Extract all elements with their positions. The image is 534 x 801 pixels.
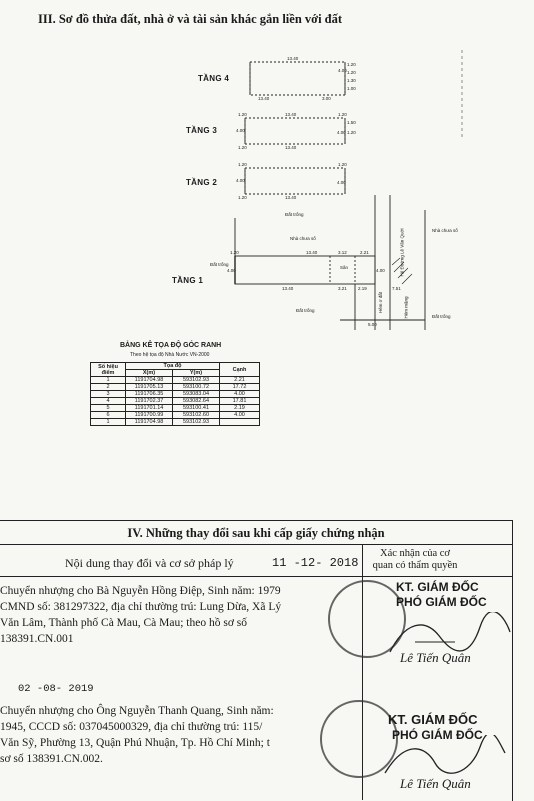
- floor4-right-dim-4: 1.00: [347, 86, 356, 91]
- floor4-right-dim-1: 1.20: [347, 62, 356, 67]
- floor3-bottom-dim: 13.40: [285, 145, 297, 150]
- floor2-left-top-dim: 1.20: [238, 162, 247, 167]
- section-4-title: IV. Những thay đổi sau khi cấp giấy chứng nhận: [127, 526, 385, 540]
- cell-y: 593102.60: [173, 412, 220, 419]
- table-row: [91, 377, 260, 384]
- floor4-inner-dim: 4.00: [338, 68, 347, 73]
- col-header-x: X(m): [126, 370, 173, 377]
- sign-1-title-2: PHÓ GIÁM ĐỐC: [396, 595, 487, 609]
- entry-1-line-3: Văn Lâm, Thành phố Cà Mau, Cà Mau; theo hồ sơ số: [0, 617, 248, 629]
- entry-2-line-4: sơ số 138391.CN.002.: [0, 753, 103, 765]
- table-row: [91, 384, 260, 391]
- floor3-top-dim: 13.40: [285, 112, 297, 117]
- floor3-left-top-dim: 1.20: [238, 112, 247, 117]
- mid-dim: 5.00: [368, 322, 377, 327]
- entry-2-date: 02 -08- 2019: [18, 683, 94, 695]
- label-san: Sân: [340, 265, 349, 270]
- cell-x: 1191705.13: [126, 384, 173, 391]
- table-row: [91, 412, 260, 419]
- floor2-bottom-dim: 13.40: [285, 195, 297, 200]
- col-header-confirmation: Xác nhận của cơ quan có thẩm quyền: [372, 548, 458, 571]
- cell-y: 593102.93: [173, 377, 220, 384]
- entry-2-line-3: Văn Sỹ, Phường 13, Quận Phú Nhuận, Tp. Hồ Chí Minh; t: [0, 737, 270, 749]
- cell-edge: 17.72: [220, 384, 260, 391]
- floor2-inner-dim: 4.00: [337, 180, 346, 185]
- floor1-left-top-dim: 1.20: [230, 250, 239, 255]
- label-duong: Hẻ Đường Lê Văn Quới: [399, 228, 405, 277]
- floor1-left-dim: 4.00: [227, 268, 236, 273]
- col-header-point: Số hiệu điểm: [91, 363, 126, 377]
- floor1-bottom-dim: 13.40: [282, 286, 294, 291]
- label-dat-trong-3: Đất trống: [296, 308, 315, 313]
- cell-x: 1191700.99: [126, 412, 173, 419]
- floor-1-label: TẦNG 1: [172, 276, 204, 285]
- sign-1-name: Lê Tiến Quân: [400, 650, 471, 665]
- coord-table-title: BẢNG KÊ TỌA ĐỘ GÓC RANH: [120, 342, 222, 349]
- floor2-left-bottom-dim: 1.20: [238, 195, 247, 200]
- table-row: [91, 405, 260, 412]
- floor1-top-dim-3: 2.21: [360, 250, 369, 255]
- floor-4-label: TẦNG 4: [198, 74, 230, 83]
- cell-edge: 17.81: [220, 398, 260, 405]
- signature-2-icon: [380, 735, 510, 780]
- coord-table-subtitle: Theo hệ tọa độ Nhà Nước VN-2000: [130, 352, 210, 358]
- sign-2-title-2: PHÓ GIÁM ĐỐC: [392, 728, 483, 742]
- floor2-left-dim: 4.00: [236, 178, 245, 183]
- table-row: [91, 391, 260, 398]
- floor3-left-dim: 4.00: [236, 128, 245, 133]
- sign-1-title-1: KT. GIÁM ĐỐC: [396, 580, 479, 594]
- floor4-right-dim-3: 1.30: [347, 78, 356, 83]
- cell-edge: 2.19: [220, 405, 260, 412]
- floor3-right-dim-2: 1.20: [347, 130, 356, 135]
- floor-plan-diagram: [0, 0, 534, 340]
- cell-x: 1191704.98: [126, 377, 173, 384]
- floor1-bottom-dim-3: 2.19: [358, 286, 367, 291]
- label-hem-dat: Hẻm ơ đất: [378, 291, 384, 314]
- divider: [0, 544, 512, 545]
- cell-x: 1191704.98: [126, 419, 173, 426]
- cell-id: 6: [91, 412, 126, 419]
- sign-2-name: Lê Tiến Quân: [400, 776, 471, 791]
- label-hem-mang: Hẻm mặng: [403, 296, 409, 319]
- cell-y: 593102.93: [173, 419, 220, 426]
- entry-1-line-4: 138391.CN.001: [0, 633, 74, 645]
- floor4-top-dim: 13.40: [287, 56, 299, 61]
- cell-id: 3: [91, 391, 126, 398]
- sign-2-title-1: KT. GIÁM ĐỐC: [388, 712, 478, 727]
- floor4-bottom-dim: 13.40: [258, 96, 270, 101]
- cell-id: 2: [91, 384, 126, 391]
- floor-2-label: TẦNG 2: [186, 178, 218, 187]
- floor3-right-dim-1: 1.50: [347, 120, 356, 125]
- header-date: 11 -12- 2018: [272, 556, 359, 570]
- floor3-left-bottom-dim: 1.20: [238, 145, 247, 150]
- cell-id: 1: [91, 377, 126, 384]
- cell-edge: 4.00: [220, 412, 260, 419]
- col-header-edge: Cạnh: [220, 363, 260, 377]
- floor4-right-dim-2: 1.20: [347, 70, 356, 75]
- entry-2-line-1: Chuyển nhượng cho Ông Nguyễn Thanh Quang, Sinh năm:: [0, 705, 274, 717]
- floor2-top-right-dim: 1.20: [338, 162, 347, 167]
- floor1-top-dim-2: 3.12: [338, 250, 347, 255]
- cell-id: 4: [91, 398, 126, 405]
- entry-2-line-2: 1945, CCCD số: 037045000329, địa chỉ thường trú: 115/: [0, 721, 263, 733]
- label-dat-trong-4: Đất trống: [432, 314, 451, 319]
- entry-1-line-2: CMND số: 381297322, địa chỉ thường trú: Lung Dừa, Xã Lý: [0, 601, 282, 613]
- label-dat-trong-2: Đất trống: [210, 262, 229, 267]
- col-header-content: Nội dung thay đổi và cơ sở pháp lý: [65, 556, 234, 570]
- col-header-y: Y(m): [173, 370, 220, 377]
- floor-3-label: TẦNG 3: [186, 126, 218, 135]
- cell-edge: 4.00: [220, 391, 260, 398]
- section-3-title: III. Sơ đồ thửa đất, nhà ở và tài sản khác gắn liền với đất: [38, 12, 343, 26]
- cell-edge: 2.21: [220, 377, 260, 384]
- floor3-top-right-dim: 1.20: [338, 112, 347, 117]
- label-nha-chua-so-1: Nhà chưa số: [290, 236, 316, 241]
- floor4-bottom-right-dim: 3.00: [322, 96, 331, 101]
- table-row: [91, 419, 260, 426]
- label-nha-chua-so-2: Nhà chưa số: [432, 228, 458, 233]
- cell-id: 5: [91, 405, 126, 412]
- cell-y: 593082.64: [173, 398, 220, 405]
- cell-x: 1191701.14: [126, 405, 173, 412]
- cell-y: 593100.41: [173, 405, 220, 412]
- coordinate-table: [90, 362, 260, 426]
- floor1-right-dim: 4.00: [376, 268, 385, 273]
- floor3-inner-dim: 4.00: [337, 130, 346, 135]
- cell-x: 1191706.35: [126, 391, 173, 398]
- divider: [0, 576, 512, 577]
- cell-x: 1191702.37: [126, 398, 173, 405]
- cell-y: 593083.04: [173, 391, 220, 398]
- cell-y: 593100.72: [173, 384, 220, 391]
- floor1-bottom-dim-2: 3.21: [338, 286, 347, 291]
- entry-1-line-1: Chuyển nhượng cho Bà Nguyễn Hồng Điệp, Sinh năm: 1979: [0, 585, 281, 597]
- label-dat-trong-1: Đất trống: [285, 212, 304, 217]
- floor1-top-dim: 13.40: [306, 250, 318, 255]
- road-dim: 7.51: [392, 286, 401, 291]
- table-row: [91, 398, 260, 405]
- col-header-coords: Tọa độ: [126, 363, 220, 370]
- cell-edge: [220, 419, 260, 426]
- cell-id: 1: [91, 419, 126, 426]
